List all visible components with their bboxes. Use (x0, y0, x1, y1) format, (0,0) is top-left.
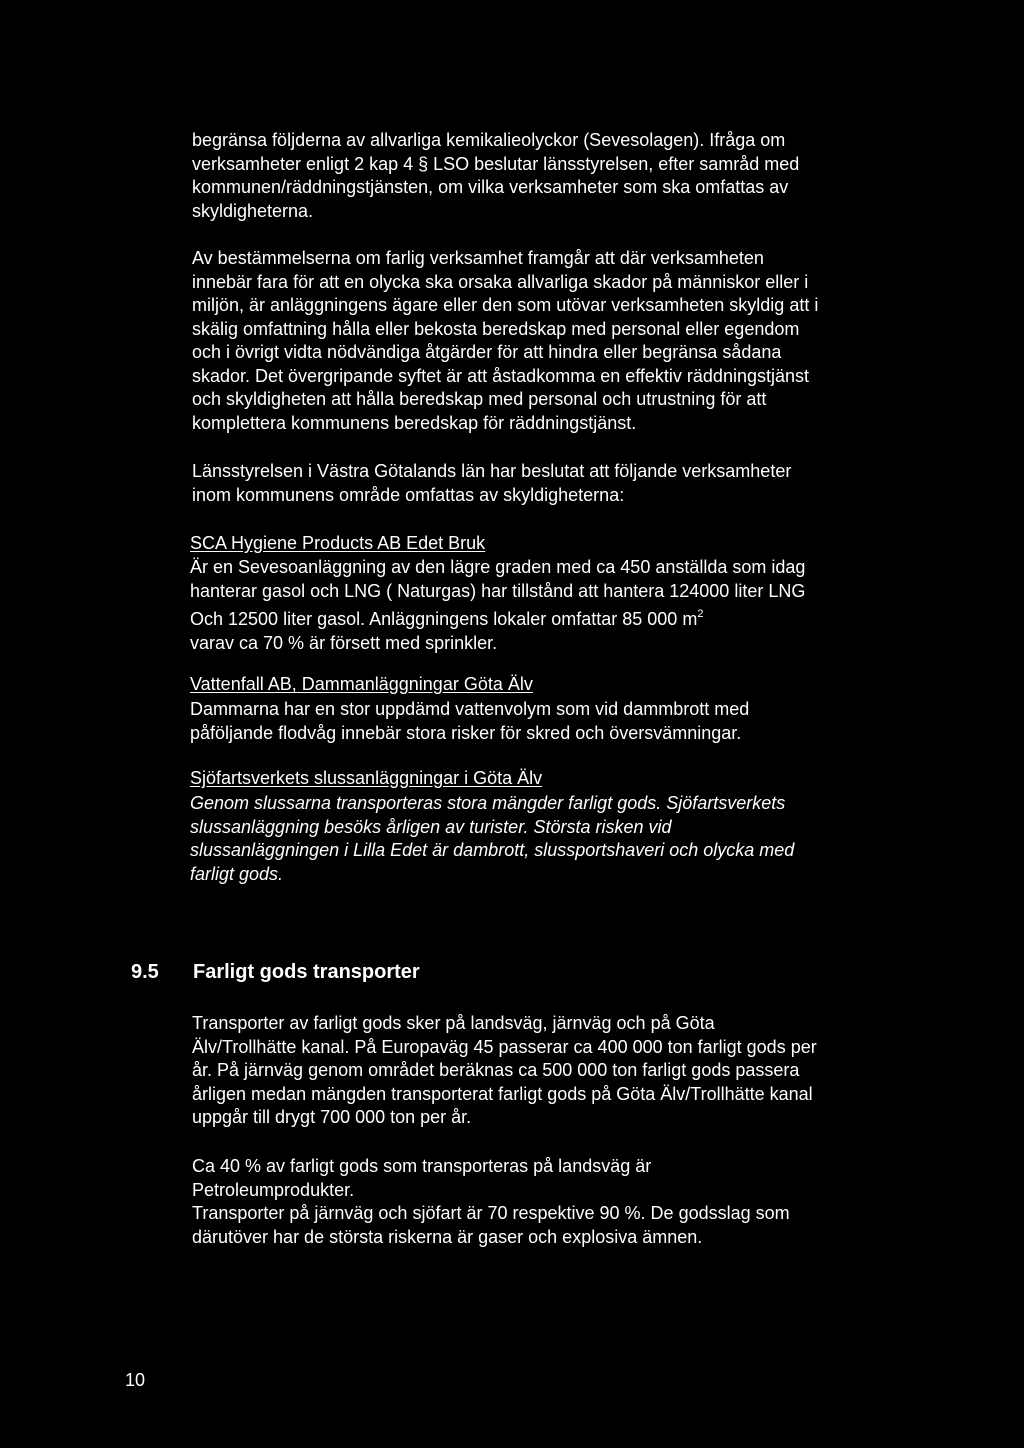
facility-title-sjofart: Sjöfartsverkets slussanläggningar i Göta Älv (190, 768, 543, 788)
section-paragraph-1: Transporter av farligt gods sker på landsväg, järnväg och på Göta Älv/Trollhätte kanal. På Europaväg 45 passerar ca 400 000 ton farligt gods per år. På järnväg genom området beräknas ca 500 000 ton farligt gods passera årligen medan mängden transporterat farligt gods på Göta Älv/Trollhätte kanal uppgår till drygt 700 000 ton per år. (192, 1013, 817, 1127)
intro-paragraph-2: Av bestämmelserna om farlig verksamhet framgår att där verksamheten innebär fara för att en olycka ska orsaka allvarliga skador på människor eller i miljön, är anläggningens ägare eller den som utövar verksamheten skyldig att i skälig omfattning hålla eller bekosta beredskap med personal eller egendom och i övrigt vidta nödvändiga åtgärder för att hindra eller begränsa sådana skador. Det övergripande syftet är att åstadkomma en effektiv räddningstjänst och skyldigheten att hålla beredskap med personal och utrustning för att komplettera kommunens beredskap för räddningstjänst. (192, 248, 819, 433)
superscript-2: 2 (697, 608, 704, 620)
page-number: 10 (125, 1370, 146, 1390)
facility-body-sca (190, 556, 805, 655)
intro-paragraph-3: Länsstyrelsen i Västra Götalands län har beslutat att följande verksamheter inom kommunens område omfattas av skyldigheterna: (192, 461, 792, 505)
section-paragraph-2: Ca 40 % av farligt gods som transporteras på landsväg är Petroleumprodukter. Transporter på järnväg och sjöfart är 70 respektive 90 %. De godsslag som därutöver har de största riskerna är gaser och explosiva ämnen. (192, 1156, 790, 1247)
facility-body-sca-text: Är en Sevesoanläggning av den lägre graden med ca 450 anställda som idag hanterar gasol och LNG ( Naturgas) har tillstånd att hantera 124000 liter LNG Och 12500 liter gasol. Anläggningens lokaler omfattar 85 000 m (190, 557, 806, 629)
facility-body-vattenfall: Dammarna har en stor uppdämd vattenvolym som vid dammbrott med påföljande flodvåg innebär stora risker för skred och översvämningar. (190, 699, 750, 743)
intro-paragraph-1: begränsa följderna av allvarliga kemikalieolyckor (Sevesolagen). Ifråga om verksamheter enligt 2 kap 4 § LSO beslutar länsstyrelsen, efter samråd med kommunen/räddningstjänsten, om vilka verksamheter som ska omfattas av skyldigheterna. (192, 130, 800, 221)
facility-title-sca: SCA Hygiene Products AB Edet Bruk (190, 533, 486, 553)
section-number: 9.5 (131, 961, 159, 983)
facility-title-vattenfall: Vattenfall AB, Dammanläggningar Göta Älv (190, 674, 533, 694)
facility-body-sjofart: Genom slussarna transporteras stora mängder farligt gods. Sjöfartsverkets slussanläggning besöks årligen av turister. Största risken vid slussanläggningen i Lilla Edet är dambrott, slussportshaveri och olycka med farligt gods. (190, 793, 795, 884)
section-title: Farligt gods transporter (193, 961, 420, 983)
facility-body-sca-end: varav ca 70 % är försett med sprinkler. (190, 632, 498, 653)
